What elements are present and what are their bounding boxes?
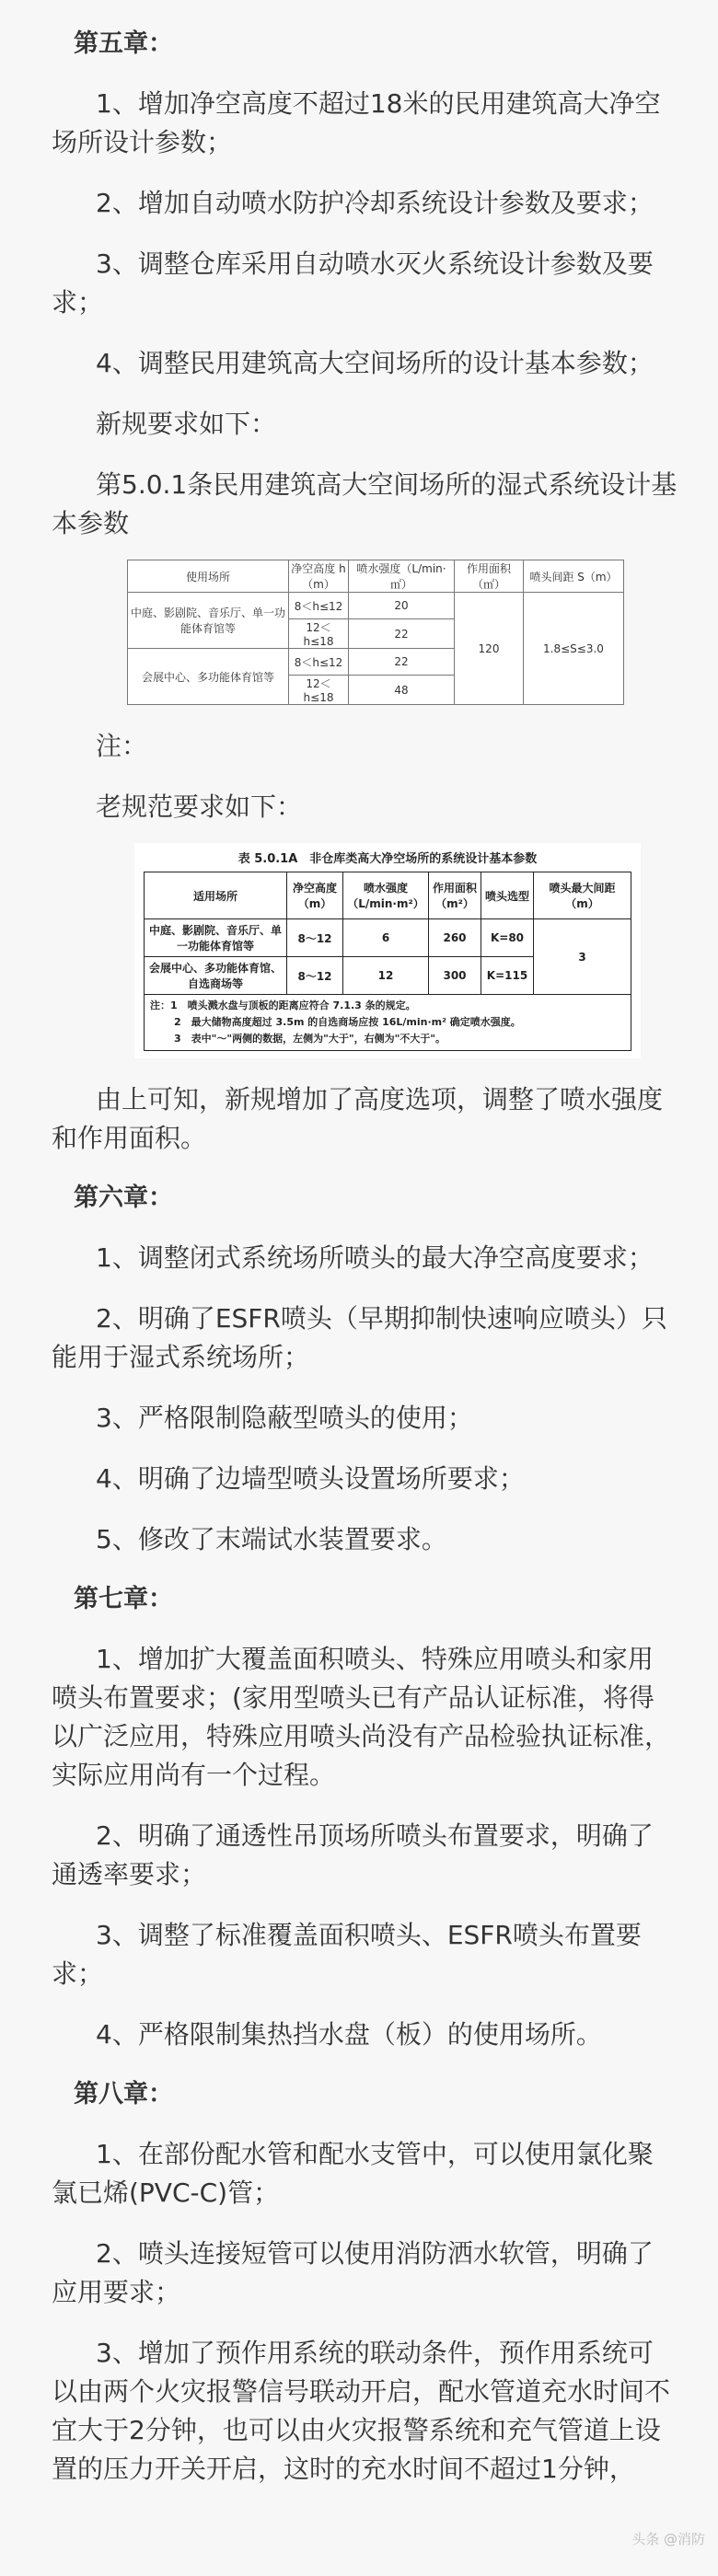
old-th-area: 作用面积（m²） bbox=[429, 872, 481, 919]
chapter-5-heading: 第五章： bbox=[74, 29, 173, 58]
old-note-3: 3 表中"～"两侧的数据，左侧为"大于"，右侧为"不大于"。 bbox=[174, 1033, 446, 1045]
new-v-1: 20 bbox=[349, 593, 455, 619]
new-req-label: 新规要求如下： bbox=[96, 409, 277, 439]
ch5-summary: 由上可知，新规增加了高度选项，调整了喷水强度和作用面积。 bbox=[52, 1084, 664, 1153]
new-th-area: 作用面积（㎡） bbox=[455, 560, 524, 593]
new-th-spacing: 喷头间距 S（m） bbox=[524, 560, 624, 593]
old-table-notes bbox=[145, 995, 631, 1051]
ch7-item-2: 2、明确了通透性吊顶场所喷头布置要求，明确了通透率要求； bbox=[52, 1820, 654, 1889]
new-th-height: 净空高度 h（m） bbox=[289, 560, 349, 593]
chapter-7-heading: 第七章： bbox=[74, 1585, 173, 1613]
watermark: 头条 @消防 bbox=[631, 2531, 705, 2547]
new-h-1: 8＜h≤12 bbox=[289, 593, 349, 619]
old-r1-height: 8～12 bbox=[287, 919, 343, 957]
old-th-height: 净空高度（m） bbox=[287, 872, 343, 919]
old-r2-intensity: 12 bbox=[343, 957, 429, 995]
ch6-item-2: 2、明确了ESFR喷头（早期抑制快速响应喷头）只能用于湿式系统场所； bbox=[52, 1303, 667, 1372]
new-h-4: 12＜h≤18 bbox=[289, 676, 349, 705]
clause-5-0-1: 第5.0.1条民用建筑高大空间场所的湿式系统设计基本参数 bbox=[52, 469, 677, 538]
ch6-item-5: 5、修改了末端试水装置要求。 bbox=[96, 1524, 447, 1554]
new-group-2: 会展中心、多功能体育馆等 bbox=[128, 649, 289, 705]
ch5-item-4: 4、调整民用建筑高大空间场所的设计基本参数； bbox=[96, 348, 654, 378]
old-note-1: 注：1 喷头溅水盘与顶板的距离应符合 7.1.3 条的规定。 bbox=[150, 999, 416, 1011]
new-h-3: 8＜h≤12 bbox=[289, 649, 349, 676]
new-th-place: 使用场所 bbox=[128, 560, 289, 593]
ch6-item-4: 4、明确了边墙型喷头设置场所要求； bbox=[96, 1463, 525, 1494]
old-th-type: 喷头选型 bbox=[481, 872, 534, 919]
new-spec-table bbox=[127, 560, 624, 705]
ch7-item-4: 4、严格限制集热挡水盘（板）的使用场所。 bbox=[96, 2019, 602, 2050]
ch7-item-3: 3、调整了标准覆盖面积喷头、ESFR喷头布置要求； bbox=[52, 1920, 642, 1989]
old-th-intensity: 喷水强度（L/min·m²） bbox=[343, 872, 429, 919]
old-table-caption: 表 5.0.1A 非仓库类高大净空场所的系统设计基本参数 bbox=[237, 852, 538, 866]
new-area: 120 bbox=[455, 593, 524, 705]
old-r1-type: K=80 bbox=[481, 919, 534, 957]
old-max-spacing: 3 bbox=[534, 919, 631, 995]
ch5-item-3: 3、调整仓库采用自动喷水灭火系统设计参数及要求； bbox=[52, 248, 654, 318]
old-r1-intensity: 6 bbox=[343, 919, 429, 957]
old-th-place: 适用场所 bbox=[145, 872, 287, 919]
ch8-item-2: 2、喷头连接短管可以使用消防洒水软管，明确了应用要求； bbox=[52, 2238, 654, 2307]
new-spacing: 1.8≤S≤3.0 bbox=[524, 593, 624, 705]
new-v-3: 22 bbox=[349, 649, 455, 676]
old-r2-place: 会展中心、多功能体育馆、自选商场等 bbox=[145, 957, 287, 995]
old-r2-area: 300 bbox=[429, 957, 481, 995]
old-th-spacing: 喷头最大间距（m） bbox=[534, 872, 631, 919]
old-spec-table bbox=[134, 843, 641, 1058]
chapter-8-heading: 第八章： bbox=[74, 2080, 173, 2108]
note-label: 注： bbox=[96, 731, 148, 761]
old-note-2: 2 最大储物高度超过 3.5m 的自选商场应按 16L/min·m² 确定喷水强度。 bbox=[174, 1016, 521, 1028]
ch8-item-1: 1、在部份配水管和配水支管中，可以使用氯化聚氯已烯(PVC-C)管； bbox=[52, 2139, 654, 2208]
old-req-label: 老规范要求如下： bbox=[96, 791, 303, 822]
ch5-item-2: 2、增加自动喷水防护冷却系统设计参数及要求； bbox=[96, 188, 654, 218]
new-v-2: 22 bbox=[349, 619, 455, 649]
new-h-2: 12＜h≤18 bbox=[289, 619, 349, 649]
old-r2-height: 8～12 bbox=[287, 957, 343, 995]
ch6-item-3: 3、严格限制隐蔽型喷头的使用； bbox=[96, 1403, 473, 1433]
old-r1-place: 中庭、影剧院、音乐厅、单一功能体育馆等 bbox=[145, 919, 287, 957]
chapter-6-heading: 第六章： bbox=[74, 1184, 173, 1212]
ch5-item-1: 1、增加净空高度不超过18米的民用建筑高大净空场所设计参数； bbox=[52, 88, 661, 157]
ch7-item-1: 1、增加扩大覆盖面积喷头、特殊应用喷头和家用喷头布置要求；(家用型喷头已有产品认证标准，将得以广泛应用，特殊应用喷头尚没有产品检验执证标准，实际应用尚有一个过程。 bbox=[52, 1644, 671, 1790]
old-r2-type: K=115 bbox=[481, 957, 534, 995]
old-r1-area: 260 bbox=[429, 919, 481, 957]
ch8-item-3: 3、增加了预作用系统的联动条件，预作用系统可以由两个火灾报警信号联动开启，配水管道充水时间不宜大于2分钟，也可以由火灾报警系统和充气管道上设置的压力开关开启，这时的充水时间不超过1分钟， bbox=[52, 2338, 671, 2484]
new-group-1: 中庭、影剧院、音乐厅、单一功能体育馆等 bbox=[128, 593, 289, 649]
new-th-intensity: 喷水强度（L/min·㎡） bbox=[349, 560, 455, 593]
new-v-4: 48 bbox=[349, 676, 455, 705]
ch6-item-1: 1、调整闭式系统场所喷头的最大净空高度要求； bbox=[96, 1242, 654, 1273]
